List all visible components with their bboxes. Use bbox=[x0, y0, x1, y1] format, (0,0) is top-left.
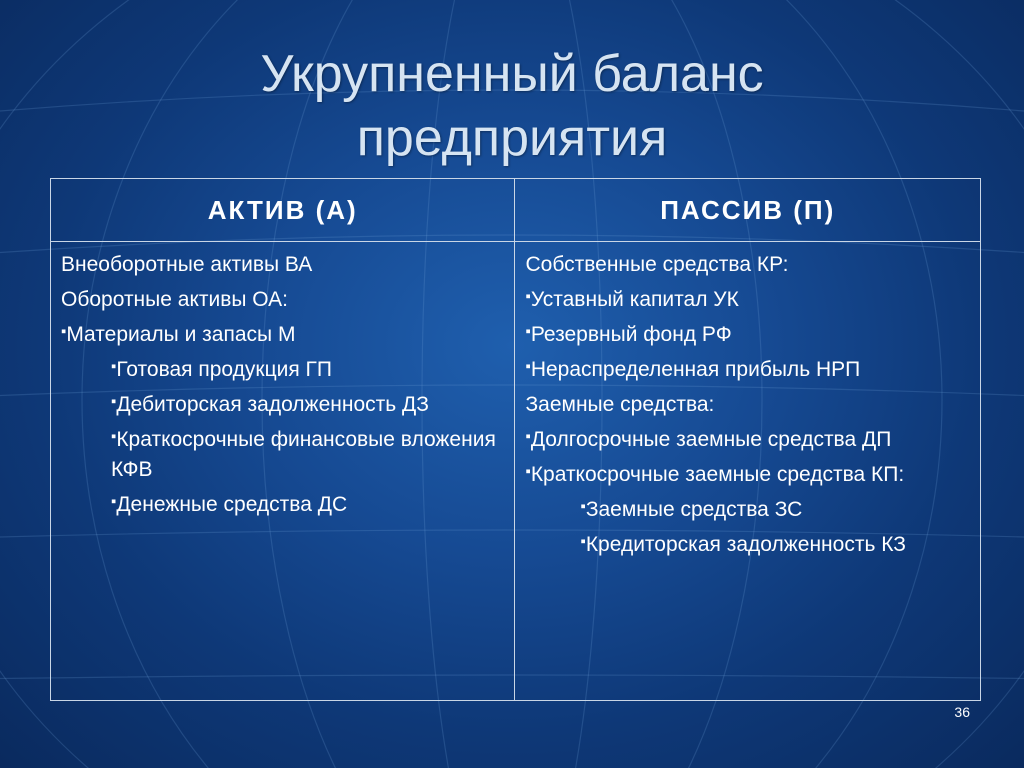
list-item-text: Собственные средства КР: bbox=[525, 253, 789, 276]
list-item-text: Оборотные активы ОА: bbox=[61, 288, 289, 311]
list-item-text: Дебиторская задолженность ДЗ bbox=[116, 393, 429, 416]
list-item-text: Заемные средства ЗС bbox=[585, 498, 803, 521]
table-body-row bbox=[51, 242, 981, 701]
list-item bbox=[525, 460, 970, 490]
slide-title-line-1: Укрупненный баланс bbox=[260, 45, 764, 103]
bullet-icon: ▪ bbox=[111, 493, 117, 510]
list-item-text: Долгосрочные заемные средства ДП bbox=[530, 428, 892, 451]
header-liabilities: ПАССИВ (П) bbox=[515, 179, 981, 242]
list-item bbox=[525, 425, 970, 455]
table-header-row bbox=[51, 179, 981, 242]
list-item bbox=[525, 285, 970, 315]
list-item bbox=[61, 490, 504, 520]
list-item bbox=[525, 530, 970, 560]
list-item-text: Внеоборотные активы ВА bbox=[61, 253, 313, 276]
list-item-text: Готовая продукция ГП bbox=[116, 358, 333, 381]
list-item bbox=[61, 320, 504, 350]
list-item bbox=[61, 355, 504, 385]
list-item bbox=[525, 390, 970, 420]
bullet-icon: ▪ bbox=[61, 323, 67, 340]
list-item-text: Краткосрочные финансовые вложения КФВ bbox=[111, 428, 496, 481]
list-item bbox=[525, 320, 970, 350]
list-item bbox=[61, 250, 504, 280]
list-item bbox=[61, 425, 504, 485]
bullet-icon: ▪ bbox=[111, 393, 117, 410]
bullet-icon: ▪ bbox=[525, 358, 531, 375]
list-item-text: Материалы и запасы М bbox=[66, 323, 296, 346]
assets-cell bbox=[51, 242, 515, 701]
bullet-icon: ▪ bbox=[580, 498, 586, 515]
bullet-icon: ▪ bbox=[111, 358, 117, 375]
bullet-icon: ▪ bbox=[111, 428, 117, 445]
list-item-text: Уставный капитал УК bbox=[530, 288, 739, 311]
list-item bbox=[525, 250, 970, 280]
slide-title bbox=[0, 42, 1024, 170]
slide-title-line-2: предприятия bbox=[356, 109, 668, 167]
list-item-text: Заемные средства: bbox=[525, 393, 715, 416]
list-item bbox=[61, 285, 504, 315]
bullet-icon: ▪ bbox=[525, 288, 531, 305]
list-item bbox=[525, 495, 970, 525]
balance-table bbox=[50, 178, 981, 701]
bullet-icon: ▪ bbox=[525, 428, 531, 445]
page-number: 36 bbox=[954, 704, 970, 720]
bullet-icon: ▪ bbox=[525, 323, 531, 340]
list-item-text: Кредиторская задолженность КЗ bbox=[585, 533, 906, 556]
liabilities-cell bbox=[515, 242, 981, 701]
list-item bbox=[525, 355, 970, 385]
list-item-text: Денежные средства ДС bbox=[116, 493, 348, 516]
list-item-text: Резервный фонд РФ bbox=[530, 323, 732, 346]
list-item-text: Краткосрочные заемные средства КП: bbox=[530, 463, 905, 486]
list-item-text: Нераспределенная прибыль НРП bbox=[530, 358, 861, 381]
bullet-icon: ▪ bbox=[580, 533, 586, 550]
header-assets: АКТИВ (А) bbox=[51, 179, 515, 242]
bullet-icon: ▪ bbox=[525, 463, 531, 480]
list-item bbox=[61, 390, 504, 420]
